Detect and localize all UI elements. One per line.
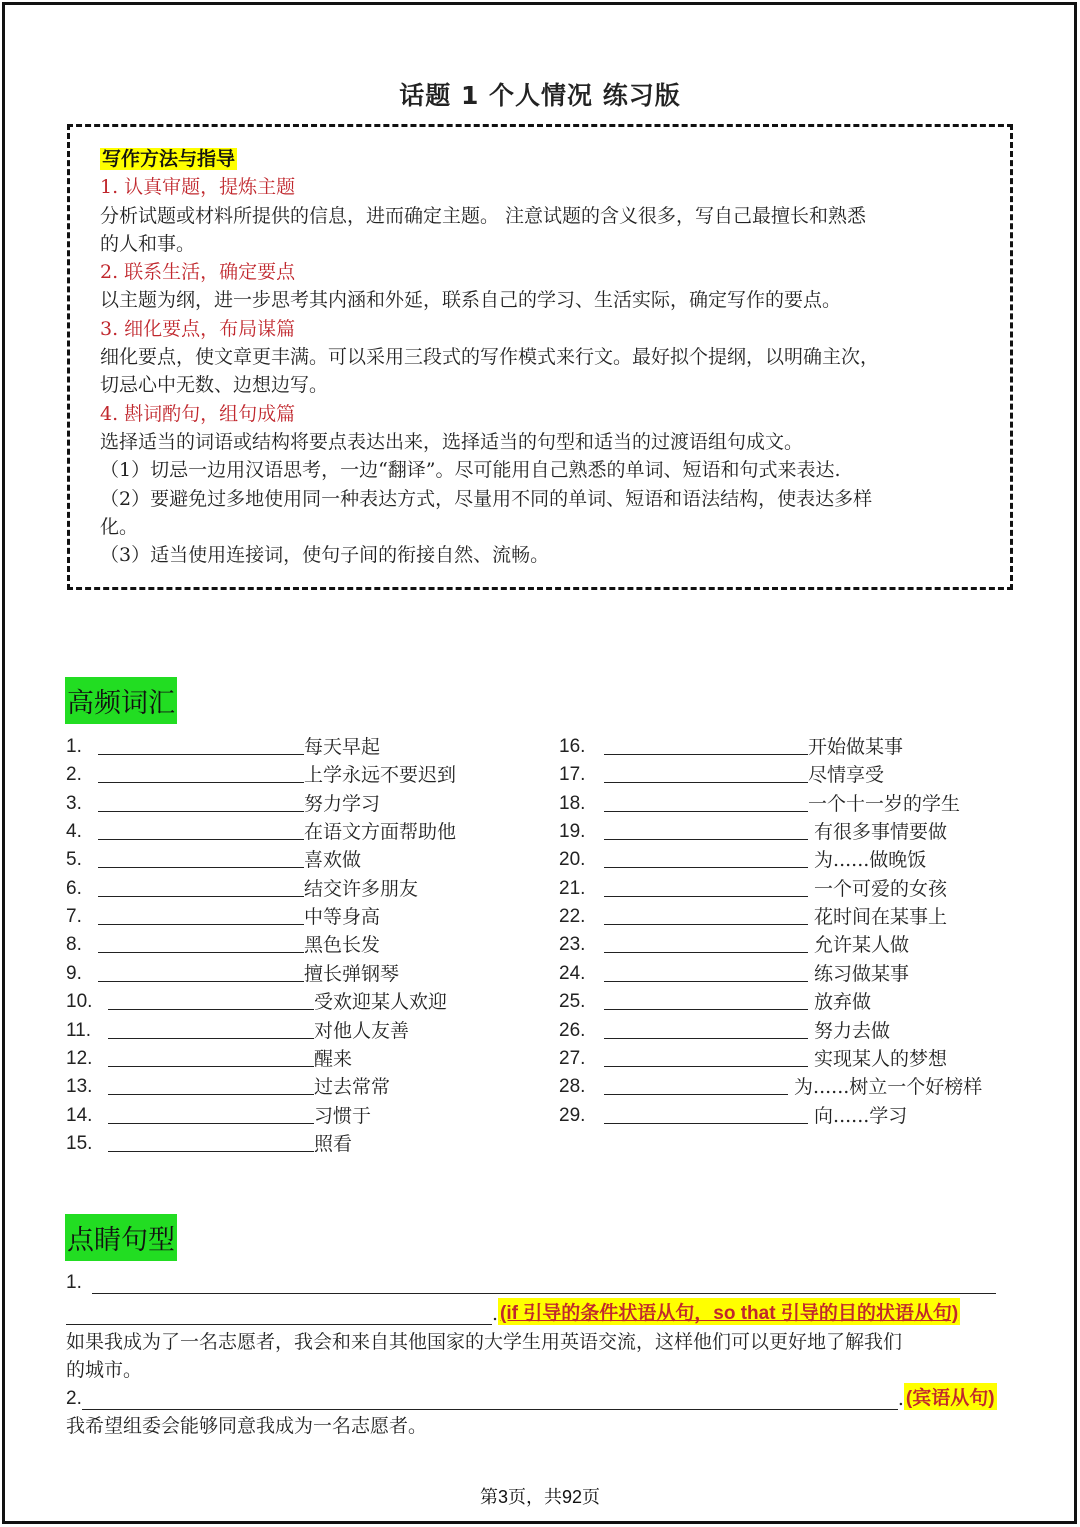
vocab-meaning: 一个可爱的女孩 <box>808 877 948 900</box>
vocab-item <box>559 733 903 761</box>
vocab-answer-blank[interactable] <box>98 931 304 953</box>
vocab-meaning: 醒来 <box>314 1047 353 1070</box>
vocab-item <box>559 818 947 846</box>
vocab-number: 25. <box>559 991 586 1013</box>
guide-step-heading: 2. 联系生活，确定要点 <box>100 261 296 284</box>
vocab-meaning: 实现某人的梦想 <box>808 1047 948 1070</box>
vocab-heading: 高频词汇 <box>65 677 177 724</box>
vocab-answer-blank[interactable] <box>108 988 314 1010</box>
vocab-item <box>66 960 399 988</box>
vocab-number: 6. <box>66 877 82 899</box>
vocab-number: 17. <box>559 764 586 786</box>
page-footer: 第3页，共92页 <box>479 1487 601 1507</box>
vocab-answer-blank[interactable] <box>604 875 808 897</box>
vocab-number: 14. <box>66 1104 93 1126</box>
guide-step-heading: 3. 细化要点，布局谋篇 <box>100 317 296 340</box>
vocab-number: 26. <box>559 1019 586 1041</box>
vocab-meaning: 花时间在某事上 <box>808 906 948 929</box>
guide-heading: 写作方法与指导 <box>102 148 236 170</box>
vocab-number: 2. <box>66 764 82 786</box>
sentence-1-line2: . (if 引导的条件状语从句，so that 引导的目的状语从句) <box>66 1298 960 1325</box>
vocab-answer-blank[interactable] <box>604 931 808 953</box>
vocab-meaning: 中等身高 <box>304 906 381 929</box>
vocab-meaning: 受欢迎某人欢迎 <box>314 991 448 1014</box>
vocab-number: 21. <box>559 877 586 899</box>
sentence-1-chinese-cont: 的城市。 <box>66 1359 143 1381</box>
vocab-item <box>66 1130 352 1158</box>
guide-step-heading: 4. 斟词酌句，组句成篇 <box>100 402 296 425</box>
guide-text: （3）适当使用连接词，使句子间的衔接自然、流畅。 <box>100 544 550 567</box>
vocab-item <box>559 761 884 789</box>
vocab-meaning: 擅长弹钢琴 <box>304 962 400 985</box>
vocab-answer-blank[interactable] <box>604 846 808 868</box>
vocab-meaning: 练习做某事 <box>808 962 910 985</box>
vocab-item <box>66 790 380 818</box>
vocab-answer-blank[interactable] <box>98 761 304 783</box>
vocab-meaning: 尽情享受 <box>808 764 885 787</box>
sentence-2-note: (宾语从句) <box>904 1383 997 1410</box>
vocab-meaning: 放弃做 <box>808 991 872 1014</box>
vocab-item <box>66 1073 390 1101</box>
vocab-meaning: 一个十一岁的学生 <box>808 792 961 815</box>
vocab-number: 4. <box>66 821 82 843</box>
vocab-meaning: 努力去做 <box>808 1019 891 1042</box>
sentence-1-blank[interactable] <box>92 1272 996 1294</box>
writing-guide-box <box>67 124 1013 590</box>
vocab-number: 12. <box>66 1047 93 1069</box>
vocab-answer-blank[interactable] <box>604 790 808 812</box>
vocab-number: 22. <box>559 906 586 928</box>
vocab-answer-blank[interactable] <box>604 1017 808 1039</box>
vocab-meaning: 允许某人做 <box>808 934 910 957</box>
vocab-meaning: 对他人友善 <box>314 1019 410 1042</box>
vocab-answer-blank[interactable] <box>98 846 304 868</box>
vocab-meaning: 喜欢做 <box>304 849 362 872</box>
guide-text: 选择适当的词语或结构将要点表达出来，选择适当的句型和适当的过渡语组句成文。 <box>100 430 804 453</box>
vocab-number: 3. <box>66 792 82 814</box>
vocab-item <box>66 1017 409 1045</box>
vocab-answer-blank[interactable] <box>604 1073 788 1095</box>
vocab-number: 10. <box>66 991 93 1013</box>
vocab-meaning: 过去常常 <box>314 1076 391 1099</box>
sentences-heading: 点睛句型 <box>65 1214 177 1261</box>
vocab-item <box>559 960 909 988</box>
vocab-meaning: 照看 <box>314 1132 353 1155</box>
vocab-number: 5. <box>66 849 82 871</box>
vocab-answer-blank[interactable] <box>108 1130 314 1152</box>
vocab-meaning: 结交许多朋友 <box>304 877 419 900</box>
vocab-answer-blank[interactable] <box>604 1102 808 1124</box>
vocab-item <box>66 1102 371 1130</box>
vocab-answer-blank[interactable] <box>108 1073 314 1095</box>
vocab-item <box>559 931 909 959</box>
vocab-answer-blank[interactable] <box>604 818 808 840</box>
vocab-item <box>66 988 447 1016</box>
vocab-number: 9. <box>66 962 82 984</box>
vocab-number: 29. <box>559 1104 586 1126</box>
vocab-answer-blank[interactable] <box>98 818 304 840</box>
vocab-answer-blank[interactable] <box>604 988 808 1010</box>
vocab-number: 8. <box>66 934 82 956</box>
guide-lines <box>100 173 1010 569</box>
guide-text: 分析试题或材料所提供的信息，进而确定主题。 注意试题的含义很多，写自己最擅长和熟悉 <box>100 204 867 227</box>
guide-text: 的人和事。 <box>100 232 196 255</box>
guide-text: 细化要点，使文章更丰满。可以采用三段式的写作模式来行文。最好拟个提纲，以明确主次， <box>100 346 880 369</box>
vocab-number: 1. <box>66 736 82 757</box>
sentence-1-note: (if 引导的条件状语从句，so that 引导的目的状语从句) <box>498 1298 960 1325</box>
vocab-meaning: 上学永远不要迟到 <box>304 764 457 787</box>
vocab-item <box>559 846 926 874</box>
vocab-item <box>66 875 418 903</box>
vocab-number: 20. <box>559 849 586 871</box>
vocab-number: 24. <box>559 962 586 984</box>
vocab-answer-blank[interactable] <box>98 903 304 925</box>
vocab-answer-blank[interactable] <box>108 1102 314 1124</box>
vocab-answer-blank[interactable] <box>604 733 808 755</box>
vocab-meaning: 努力学习 <box>304 792 381 815</box>
vocab-item <box>66 733 380 761</box>
guide-text: （2）要避免过多地使用同一种表达方式，尽量用不同的单词、短语和语法结构，使表达多样 <box>100 487 873 510</box>
vocab-meaning: 开始做某事 <box>808 736 904 758</box>
vocab-number: 18. <box>559 792 586 814</box>
sentence-2-chinese: 我希望组委会能够同意我成为一名志愿者。 <box>66 1415 428 1437</box>
sentence-2-line: 2. . (宾语从句) <box>66 1383 997 1410</box>
vocab-item <box>559 903 947 931</box>
sentence-1-blank-2[interactable] <box>66 1303 492 1325</box>
vocab-answer-blank[interactable] <box>604 761 808 783</box>
guide-text: 化。 <box>100 515 139 538</box>
vocab-answer-blank[interactable] <box>98 960 304 982</box>
vocab-number: 13. <box>66 1076 93 1098</box>
vocab-number: 11. <box>66 1019 92 1041</box>
vocab-item <box>559 790 960 818</box>
guide-text: 切忌心中无数、边想边写。 <box>100 374 329 397</box>
vocab-answer-blank[interactable] <box>604 903 808 925</box>
vocab-answer-blank[interactable] <box>108 1017 314 1039</box>
vocab-meaning: 向......学习 <box>808 1104 908 1127</box>
vocab-answer-blank[interactable] <box>98 875 304 897</box>
vocab-number: 15. <box>66 1132 93 1154</box>
vocab-item <box>559 1017 890 1045</box>
vocab-number: 27. <box>559 1047 586 1069</box>
vocab-answer-blank[interactable] <box>98 790 304 812</box>
vocab-meaning: 为......做晚饭 <box>808 849 927 872</box>
vocab-number: 19. <box>559 821 586 843</box>
sentence-1-line1: 1. <box>66 1272 996 1294</box>
vocab-number: 7. <box>66 906 82 928</box>
vocab-meaning: 在语文方面帮助他 <box>304 821 457 844</box>
vocab-item <box>559 988 871 1016</box>
vocab-item <box>66 761 456 789</box>
guide-text: （1）切忌一边用汉语思考，一边“翻译”。尽可能用自己熟悉的单词、短语和句式来表达. <box>100 459 841 482</box>
vocab-item <box>66 818 456 846</box>
guide-text: 以主题为纲，进一步思考其内涵和外延，联系自己的学习、生活实际，确定写作的要点。 <box>100 289 842 312</box>
sentence-2-blank[interactable] <box>82 1388 898 1410</box>
vocab-item <box>559 1045 947 1073</box>
vocab-meaning: 习惯于 <box>314 1104 372 1127</box>
vocab-answer-blank[interactable] <box>604 960 808 982</box>
sentence-1-chinese: 如果我成为了一名志愿者，我会和来自其他国家的大学生用英语交流，这样他们可以更好地了解我们 <box>66 1331 903 1353</box>
vocab-meaning: 黑色长发 <box>304 934 381 957</box>
vocab-item <box>66 1045 352 1073</box>
vocab-meaning: 每天早起 <box>304 736 381 758</box>
vocab-item <box>559 875 947 903</box>
vocab-number: 16. <box>559 736 586 757</box>
vocab-meaning: 有很多事情要做 <box>808 821 948 844</box>
vocab-number: 28. <box>559 1076 586 1098</box>
vocab-meaning: 为......树立一个好榜样 <box>788 1076 983 1099</box>
vocab-item <box>559 1073 982 1101</box>
vocab-item <box>559 1102 907 1130</box>
vocab-answer-blank[interactable] <box>108 1045 314 1067</box>
page-title: 话题 1 个人情况 练习版 <box>399 81 681 110</box>
vocab-item <box>66 931 380 959</box>
guide-step-heading: 1. 认真审题，提炼主题 <box>100 176 296 199</box>
vocab-number: 23. <box>559 934 586 956</box>
vocab-item <box>66 846 361 874</box>
vocab-answer-blank[interactable] <box>604 1045 808 1067</box>
vocab-item <box>66 903 380 931</box>
vocab-answer-blank[interactable] <box>98 733 304 755</box>
